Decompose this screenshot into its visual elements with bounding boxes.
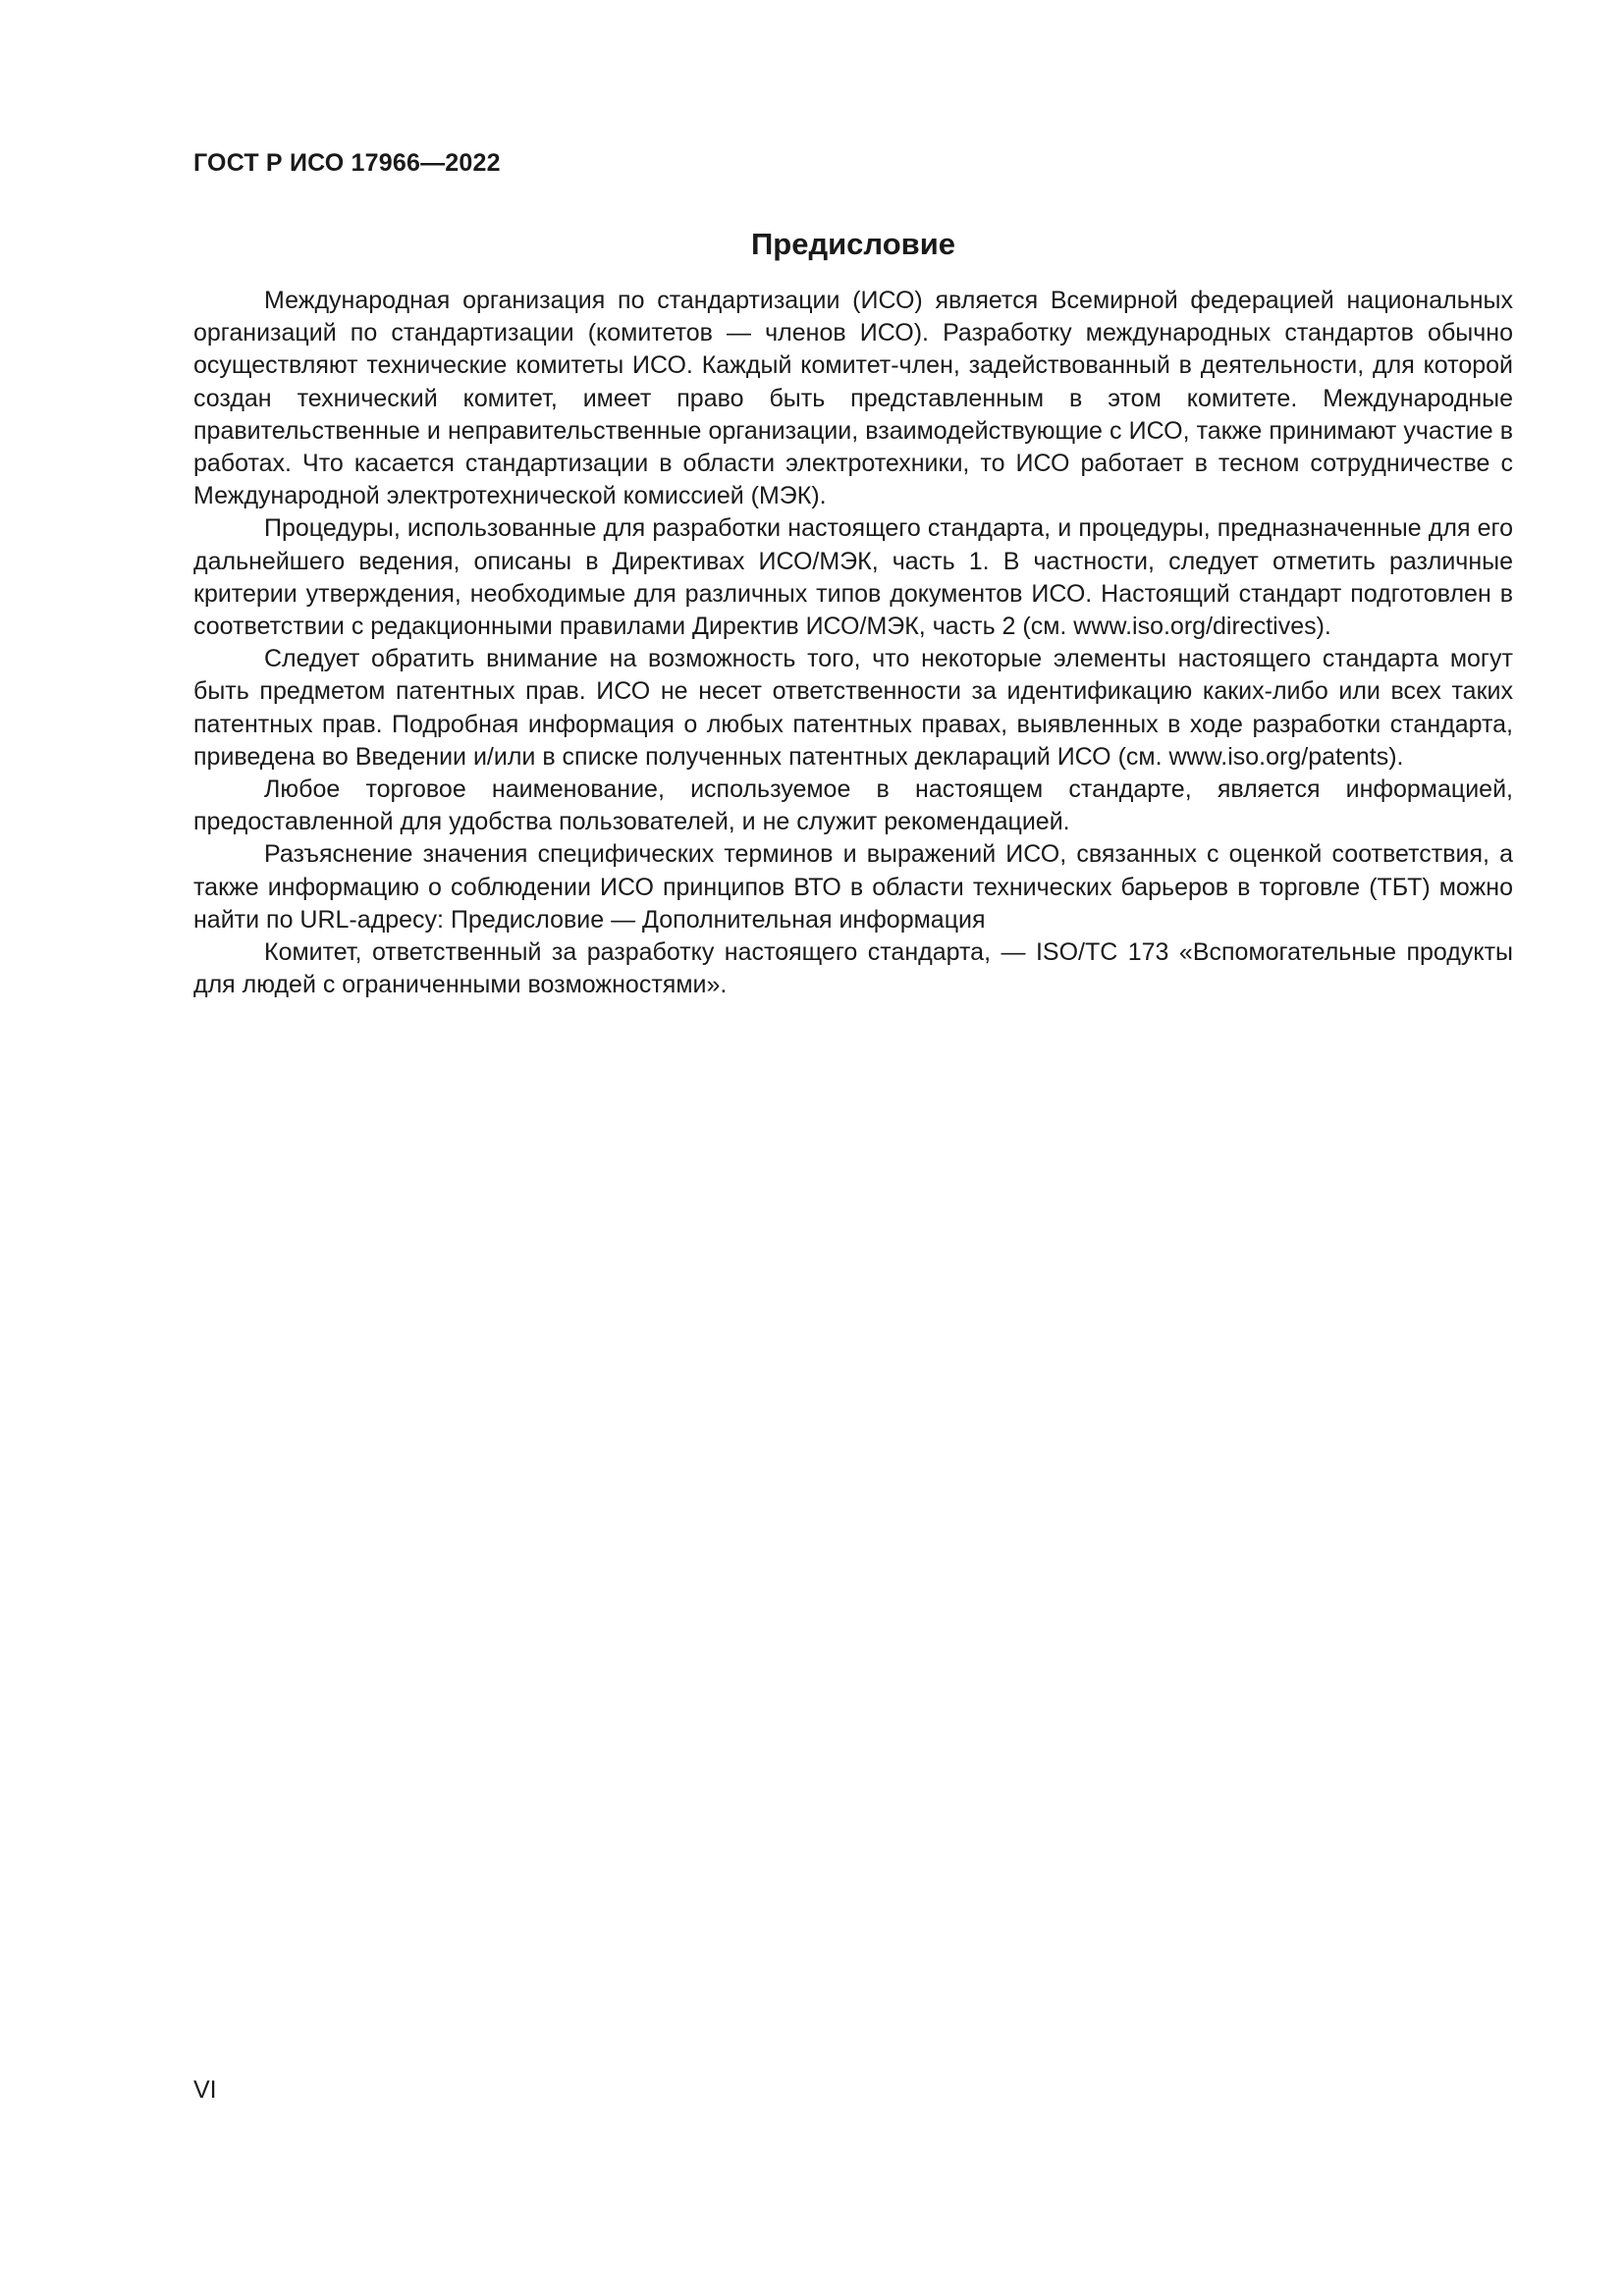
foreword-paragraph: Разъяснение значения специфических терминов и выражений ИСО, связанных с оценкой соответствия, а также информацию о соблюдении ИСО принципов ВТО в области технических барьеров в торговле (ТБТ) можно найти по URL-адресу: Предисловие — Дополнительная информация: [193, 840, 1513, 934]
section-title: Предисловие: [750, 227, 955, 261]
foreword-body: [193, 285, 1513, 1001]
foreword-paragraph: Процедуры, использованные для разработки настоящего стандарта, и процедуры, предназначенные для его дальнейшего ведения, описаны в Директивах ИСО/МЭК, часть 1. В частности, следует отметить различные критерии утверждения, необходимые для различных типов документов ИСО. Настоящий стандарт подготовлен в соответствии с редакционными правилами Директив ИСО/МЭК, часть 2 (см. www.iso.org/directives).: [193, 514, 1513, 641]
document-code: ГОСТ Р ИСО 17966—2022: [193, 149, 501, 177]
foreword-paragraph: Комитет, ответственный за разработку настоящего стандарта, — ISO/TC 173 «Вспомогательные продукты для людей с ограниченными возможностями».: [193, 938, 1513, 999]
page-number: VI: [193, 2076, 217, 2104]
foreword-paragraph: Любое торговое наименование, используемое в настоящем стандарте, является информацией, предоставленной для удобства пользователей, и не служит рекомендацией.: [193, 775, 1513, 836]
foreword-paragraph: Международная организация по стандартизации (ИСО) является Всемирной федерацией национальных организаций по стандартизации (комитетов — членов ИСО). Разработку международных стандартов обычно осуществляют технические комитеты ИСО. Каждый комитет-член, задействованный в деятельности, для которой создан технический комитет, имеет право быть представленным в этом комитете. Международные правительственные и неправительственные организации, взаимодействующие с ИСО, также принимают участие в работах. Что касается стандартизации в области электротехники, то ИСО работает в тесном сотрудничестве с Международной электротехнической комиссией (МЭК).: [193, 287, 1513, 510]
foreword-paragraph: Следует обратить внимание на возможность того, что некоторые элементы настоящего стандарта могут быть предметом патентных прав. ИСО не несет ответственности за идентификацию каких-либо или всех таких патентных прав. Подробная информация о любых патентных правах, выявленных в ходе разработки стандарта, приведена во Введении и/или в списке полученных патентных деклараций ИСО (см. www.iso.org/patents).: [193, 645, 1513, 771]
